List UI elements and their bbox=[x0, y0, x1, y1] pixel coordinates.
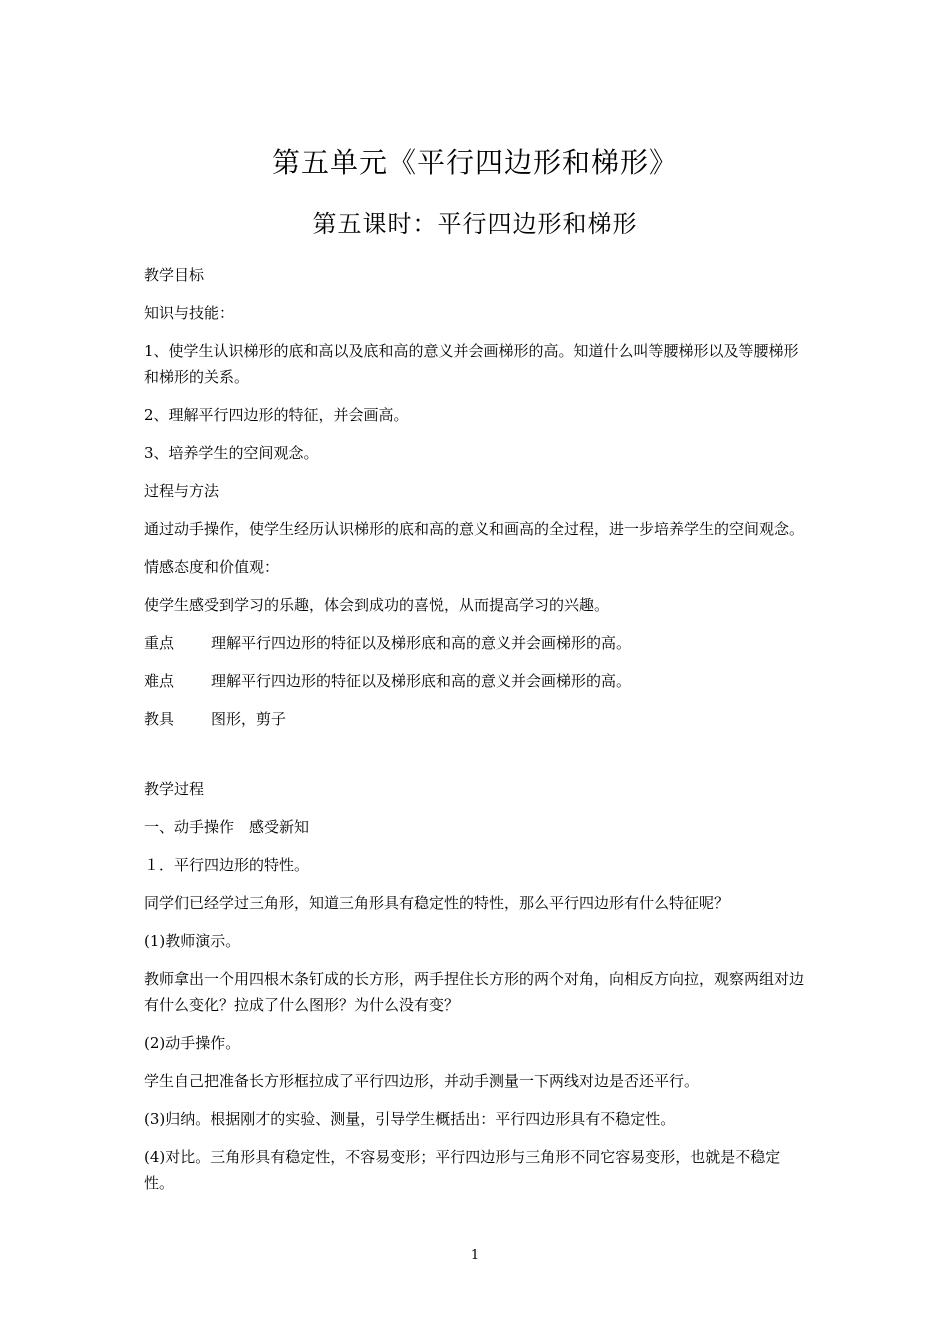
key-point-label: 重点 bbox=[144, 634, 175, 652]
procedure-heading: 教学过程 bbox=[144, 780, 205, 798]
difficult-point-text: 理解平行四边形的特征以及梯形底和高的意义并会画梯形的高。 bbox=[211, 672, 632, 690]
objective-item-3: 3、培养学生的空间观念。 bbox=[144, 444, 319, 462]
step-2-title: (2)动手操作。 bbox=[144, 1034, 241, 1052]
step-4-text: (4)对比。三角形具有稳定性，不容易变形；平行四边形与三角形不同它容易变形，也就是不稳定性。 bbox=[144, 1148, 781, 1192]
emotion-heading: 情感态度和价值观： bbox=[144, 558, 280, 576]
difficult-point-label: 难点 bbox=[144, 672, 175, 690]
difficult-point-row bbox=[144, 668, 809, 694]
process-heading: 过程与方法 bbox=[144, 482, 220, 500]
step-2-text: 学生自己把准备长方形框拉成了平行四边形，并动手测量一下两线对边是否还平行。 bbox=[144, 1072, 700, 1090]
teaching-aids-label: 教具 bbox=[144, 710, 175, 728]
intro-text: 同学们已经学过三角形，知道三角形具有稳定性的特性，那么平行四边形有什么特征呢？ bbox=[144, 894, 730, 912]
key-point-row bbox=[144, 630, 809, 656]
unit-title: 第五单元《平行四边形和梯形》 bbox=[271, 146, 678, 179]
lesson-subtitle: 第五课时：平行四边形和梯形 bbox=[312, 210, 638, 238]
objectives-heading: 教学目标 bbox=[144, 266, 205, 284]
document-body bbox=[144, 262, 809, 1196]
page-number: 1 bbox=[470, 1248, 480, 1263]
teaching-aids-text: 图形，剪子 bbox=[211, 710, 287, 728]
knowledge-heading: 知识与技能： bbox=[144, 304, 235, 322]
step-1-text: 教师拿出一个用四根木条钉成的长方形，两手捏住长方形的两个对角，向相反方向拉，观察两组对边有什么变化？拉成了什么图形？为什么没有变？ bbox=[144, 970, 805, 1014]
step-1-title: (1)教师演示。 bbox=[144, 932, 241, 950]
section-1-heading: 一、动手操作 感受新知 bbox=[144, 818, 310, 836]
objective-item-1: 1、使学生认识梯形的底和高以及底和高的意义并会画梯形的高。知道什么叫等腰梯形以及等腰梯形和梯形的关系。 bbox=[144, 342, 799, 386]
teaching-aids-row bbox=[144, 706, 809, 732]
process-text: 通过动手操作，使学生经历认识梯形的底和高的意义和画高的全过程，进一步培养学生的空间观念。 bbox=[144, 520, 805, 538]
key-point-text: 理解平行四边形的特征以及梯形底和高的意义并会画梯形的高。 bbox=[211, 634, 632, 652]
step-3-text: (3)归纳。根据刚才的实验、测量，引导学生概括出：平行四边形具有不稳定性。 bbox=[144, 1110, 676, 1128]
objective-item-2: 2、理解平行四边形的特征，并会画高。 bbox=[144, 406, 409, 424]
subsection-1-heading: １．平行四边形的特性。 bbox=[144, 856, 310, 874]
emotion-text: 使学生感受到学习的乐趣，体会到成功的喜悦，从而提高学习的兴趣。 bbox=[144, 596, 610, 614]
